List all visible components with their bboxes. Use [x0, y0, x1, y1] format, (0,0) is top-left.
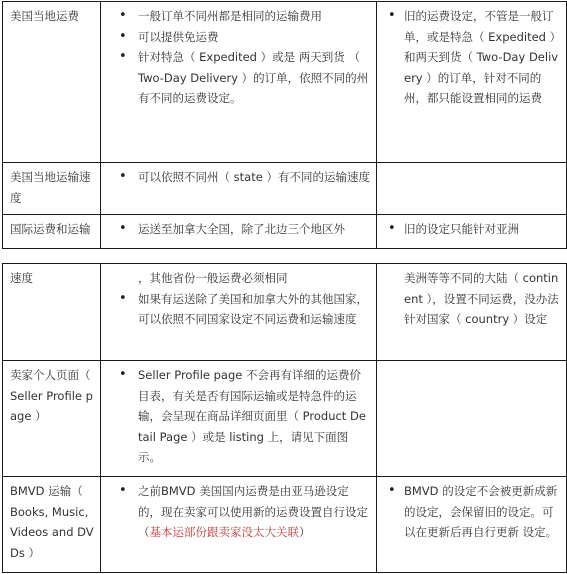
new-setting-cell: [101, 163, 377, 215]
list-item: • 一般订单不同州都是相同的运输费用: [138, 6, 370, 27]
old-setting-cell: [377, 361, 567, 477]
list-item: • BMVD 的设定不会被更新成新的设定，会保留旧的设定。可以在更新后再自行更新 设定。: [404, 481, 560, 543]
old-setting-cell: [377, 264, 567, 361]
row-label-cell: [3, 215, 101, 249]
bullet-list: [384, 268, 560, 330]
old-setting-cell: [377, 163, 567, 215]
row-label: 卖家个人页面（ Seller Profile page ）: [10, 368, 93, 423]
table-row: [3, 361, 567, 477]
bullet-list: [108, 167, 370, 188]
bullet-list: [108, 481, 370, 543]
list-item: • 旧的设定只能针对亚洲: [404, 219, 560, 240]
list-item-continued: ，其他省份一般运费必须相同: [138, 271, 288, 285]
row-label-cell: [3, 2, 101, 163]
row-label: 美国当地运输速度: [10, 170, 91, 205]
list-item: • 针对特急（ Expedited ）或是 两天到货 （ Two-Day Delivery ）的订单，依照不同的州有不同的运费设定。: [138, 47, 370, 109]
old-setting-cell: [377, 2, 567, 163]
new-setting-cell: [101, 2, 377, 163]
list-item-text-end: ）: [299, 525, 311, 539]
row-label: 速度: [10, 271, 33, 285]
row-label: 国际运费和运输: [10, 222, 91, 236]
bullet-list: [108, 6, 370, 109]
table-row: [3, 215, 567, 249]
row-label: BMVD 运输（ Books, Music, Videos and DVDs ）: [10, 484, 94, 560]
list-item: • 如果有运送除了美国和加拿大外的其他国家，可以依照不同国家设定不同运费和运输速度: [138, 289, 370, 330]
bullet-list: [108, 219, 370, 240]
row-label-cell: [3, 361, 101, 477]
bullet-list: [384, 219, 560, 240]
list-item: • 运送至加拿大全国，除了北边三个地区外: [138, 219, 370, 240]
bullet-list: [384, 481, 560, 543]
list-item-text: 之前BMVD 美国国内运费是由亚马逊设定的，现在卖家可以使用新的运费设置自行设定（: [138, 484, 368, 539]
list-item: • 旧的运费设定，不管是一般订单，或是特急（ Expedited ）和两天到货（ Two-Day Delivery ）的订单，针对不同的州，都只能设置相同的运费: [404, 6, 560, 109]
list-item: • 可以提供免运费: [138, 27, 370, 48]
list-item: [138, 481, 370, 543]
list-item: • Seller Profile page 不会再有详细的运费价目表，有关是否有国际运输或是特急件的运输，会呈现在商品详细页面里（ Product Detail Page ）或是 listing 上，请见下面图示。: [138, 365, 370, 468]
list-item: • 可以依照不同州（ state ）有不同的运输速度: [138, 167, 370, 188]
table-row: [3, 264, 567, 361]
list-item-continued: 美洲等等不同的大陆（ continent ），设置不同运费，没办法针对国家（ country ）设定: [404, 271, 559, 326]
bullet-list: [108, 365, 370, 468]
table-row: [3, 477, 567, 573]
row-label-cell: [3, 163, 101, 215]
shipping-comparison-table-2: [2, 263, 567, 573]
old-setting-cell: [377, 215, 567, 249]
row-label-cell: [3, 477, 101, 573]
shipping-comparison-table-1: [2, 1, 567, 249]
new-setting-cell: [101, 477, 377, 573]
row-label: 美国当地运费: [10, 9, 79, 23]
bullet-list: [384, 6, 560, 109]
new-setting-cell: [101, 361, 377, 477]
table-row: [3, 163, 567, 215]
table-row: [3, 2, 567, 163]
bullet-list: [108, 268, 370, 330]
row-label-cell: [3, 264, 101, 361]
new-setting-cell: [101, 264, 377, 361]
highlight-note: 基本运部份跟卖家没太大关联: [149, 525, 299, 539]
old-setting-cell: [377, 477, 567, 573]
new-setting-cell: [101, 215, 377, 249]
